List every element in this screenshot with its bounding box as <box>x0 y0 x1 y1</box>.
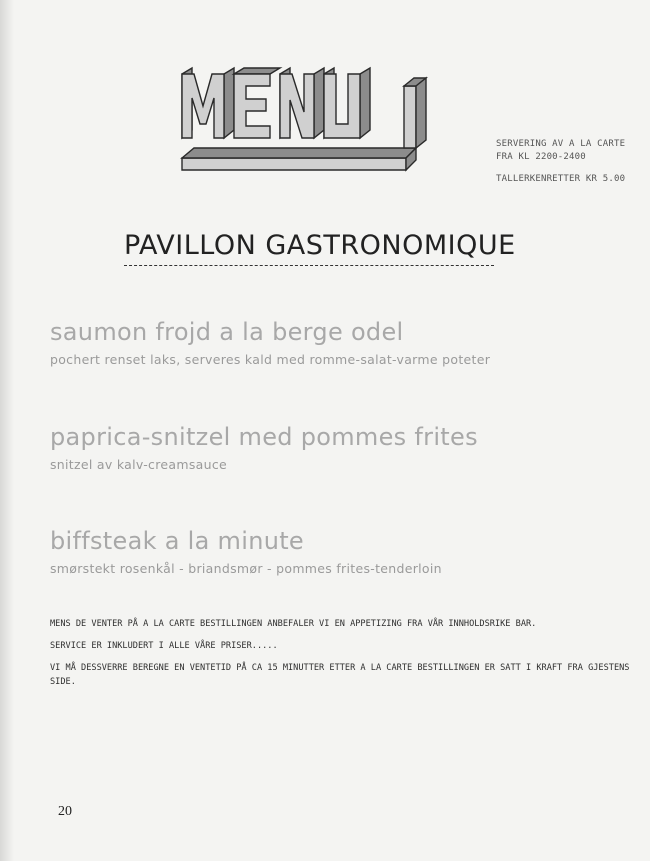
logo-letter-m <box>182 68 234 138</box>
dish-name: saumon frojd a la berge odel <box>50 318 404 346</box>
service-info <box>496 138 646 186</box>
waiting-time-note: VI MÅ DESSVERRE BEREGNE EN VENTETID PÅ CA 15 MINUTTER ETTER A LA CARTE BESTILLINGEN ER SATT I KRAFT FRA GJESTENS SIDE. <box>50 663 630 687</box>
bar-recommendation-note: MENS DE VENTER PÅ A LA CARTE BESTILLINGEN ANBEFALER VI EN APPETIZING FRA VÅR INNHOLDSRIKE BAR. <box>50 619 537 629</box>
dish-item <box>50 318 640 367</box>
dish-name: paprica-snitzel med pommes frites <box>50 423 478 451</box>
logo-letter-n <box>280 68 324 138</box>
plate-price: TALLERKENRETTER KR 5.00 <box>496 174 626 184</box>
title-underline <box>124 265 494 266</box>
menu-notes <box>50 617 630 697</box>
logo-letter-y <box>324 68 370 138</box>
service-hours-label: SERVERING AV A LA CARTE <box>496 139 626 149</box>
logo-letter-e <box>234 68 280 138</box>
restaurant-title: PAVILLON GASTRONOMIQUE <box>124 230 516 261</box>
dish-description: pochert renset laks, serveres kald med romme-salat-varme poteter <box>50 352 491 367</box>
page-number: 20 <box>58 804 72 819</box>
meny-3d-lettering <box>176 66 460 190</box>
menu-logo <box>176 66 460 190</box>
service-included-note: SERVICE ER INKLUDERT I ALLE VÅRE PRISER..... <box>50 641 278 651</box>
service-time-range: FRA KL 2200-2400 <box>496 152 586 162</box>
dish-description: snitzel av kalv-creamsauce <box>50 457 227 472</box>
page-binding-edge <box>0 0 14 861</box>
dish-name: biffsteak a la minute <box>50 527 304 555</box>
dish-item <box>50 423 640 472</box>
dish-description: smørstekt rosenkål - briandsmør - pommes frites-tenderloin <box>50 561 442 576</box>
dish-item <box>50 527 640 576</box>
